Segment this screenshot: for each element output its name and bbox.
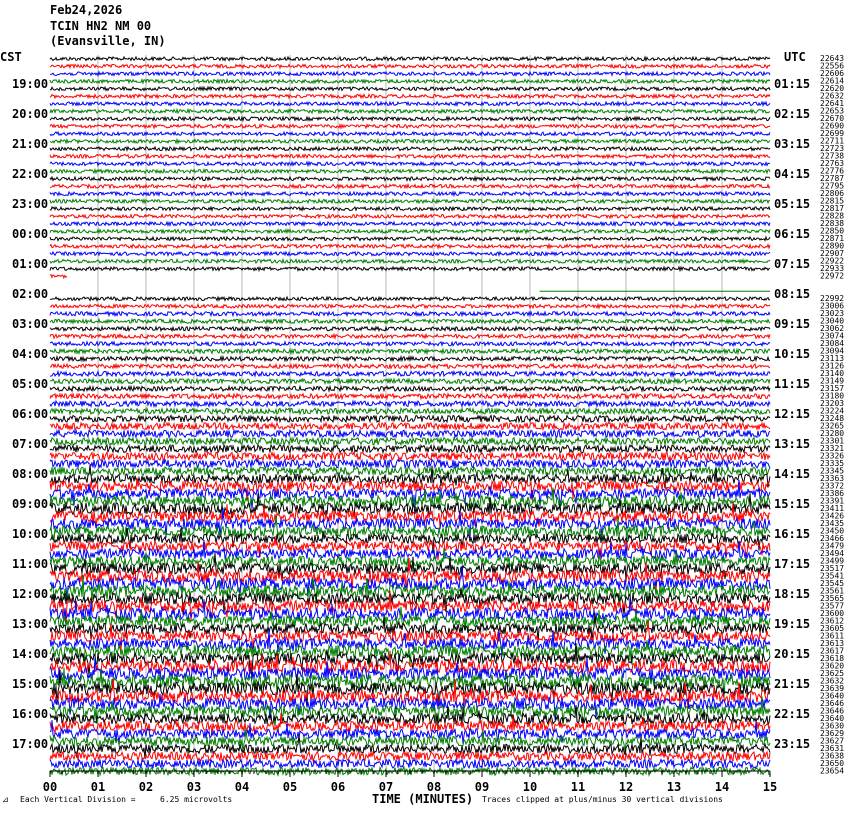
row-count: 22890 <box>820 241 845 251</box>
left-time-label: 16:00 <box>12 707 49 721</box>
trace-row <box>50 312 770 316</box>
right-time-label: 01:15 <box>774 77 811 91</box>
x-tick-label: 08 <box>426 780 442 794</box>
right-time-label: 17:15 <box>774 557 811 571</box>
row-count: 23646 <box>820 706 845 716</box>
left-time-label: 03:00 <box>12 317 49 331</box>
footer-scale-label: Each Vertical Division = <box>20 795 136 804</box>
row-count: 23224 <box>820 406 845 416</box>
trace-row <box>50 305 770 309</box>
row-count: 23126 <box>820 361 845 371</box>
trace-row <box>50 401 770 406</box>
row-count: 22711 <box>820 136 845 146</box>
row-count: 23494 <box>820 549 845 558</box>
row-count: 22763 <box>820 159 845 168</box>
left-time-label: 11:00 <box>12 557 49 571</box>
row-count: 23654 <box>820 766 845 776</box>
row-count: 22972 <box>820 271 845 281</box>
row-count: 22653 <box>820 106 845 116</box>
row-count: 23157 <box>820 384 845 393</box>
left-time-label: 17:00 <box>12 737 49 751</box>
trace-row <box>50 327 770 331</box>
header-location: (Evansville, IN) <box>50 34 166 48</box>
right-time-label: 06:15 <box>774 227 811 241</box>
trace-row <box>50 230 770 234</box>
row-count: 23625 <box>820 669 845 678</box>
row-count: 22690 <box>820 121 845 131</box>
x-tick-label: 00 <box>42 780 58 794</box>
trace-row <box>50 460 770 468</box>
row-count: 23640 <box>820 714 845 723</box>
row-count: 23612 <box>820 616 845 626</box>
left-time-label: 14:00 <box>12 647 49 661</box>
right-time-label: 03:15 <box>774 137 811 151</box>
row-count: 23023 <box>820 309 845 318</box>
trace-row <box>50 155 770 159</box>
trace-row <box>50 445 770 453</box>
row-count: 23335 <box>820 459 845 468</box>
left-time-label: 20:00 <box>12 107 49 121</box>
row-count: 22632 <box>820 91 845 101</box>
x-tick-label: 05 <box>282 780 298 794</box>
row-count: 23640 <box>820 691 845 701</box>
right-time-label: 09:15 <box>774 317 811 331</box>
row-count: 23517 <box>820 564 845 573</box>
row-count: 23426 <box>820 511 845 521</box>
row-count-labels <box>820 54 844 776</box>
trace-row <box>50 125 770 129</box>
x-axis <box>43 771 777 794</box>
row-count: 22738 <box>820 151 845 161</box>
right-time-label: 16:15 <box>774 527 811 541</box>
row-count: 23541 <box>820 571 845 581</box>
row-count: 23280 <box>820 429 845 438</box>
row-count: 23040 <box>820 316 845 326</box>
right-time-label: 21:15 <box>774 677 811 691</box>
row-count: 22838 <box>820 219 845 228</box>
right-time-label: 04:15 <box>774 167 811 181</box>
row-count: 23372 <box>820 481 845 491</box>
row-count: 23435 <box>820 519 845 528</box>
left-time-label: 21:00 <box>12 137 49 151</box>
row-count: 22817 <box>820 204 845 213</box>
left-time-label: 06:00 <box>12 407 49 421</box>
row-count: 23074 <box>820 331 845 341</box>
row-count: 22670 <box>820 114 845 123</box>
left-time-label: 08:00 <box>12 467 49 481</box>
trace-row <box>50 80 770 84</box>
x-tick-label: 07 <box>378 780 394 794</box>
right-time-labels <box>774 77 810 751</box>
row-count: 23466 <box>820 534 845 543</box>
row-count: 23113 <box>820 354 845 363</box>
row-count: 22806 <box>820 189 845 198</box>
right-zone-label: UTC <box>784 50 806 64</box>
trace-row <box>50 349 770 353</box>
row-count: 23620 <box>820 661 845 671</box>
left-time-label: 12:00 <box>12 587 49 601</box>
row-count: 23630 <box>820 721 845 731</box>
row-count: 23613 <box>820 639 845 648</box>
right-time-label: 19:15 <box>774 617 811 631</box>
trace-row <box>50 260 770 264</box>
row-count: 23632 <box>820 676 845 686</box>
row-count: 23265 <box>820 421 845 431</box>
row-count: 23611 <box>820 631 845 641</box>
row-count: 22992 <box>820 294 845 303</box>
row-count: 23149 <box>820 376 845 386</box>
right-time-label: 22:15 <box>774 707 811 721</box>
row-count: 22699 <box>820 129 845 138</box>
left-time-label: 15:00 <box>12 677 49 691</box>
row-count: 22614 <box>820 76 845 86</box>
footer-scale-value: 6.25 microvolts <box>160 795 233 804</box>
row-count: 23301 <box>820 436 845 446</box>
row-count: 23094 <box>820 346 845 356</box>
row-count: 22776 <box>820 166 845 176</box>
row-count: 23062 <box>820 324 845 333</box>
trace-row <box>50 245 770 249</box>
right-time-label: 23:15 <box>774 737 811 751</box>
trace-row <box>50 408 770 414</box>
row-count: 23600 <box>820 609 845 618</box>
trace-row <box>50 132 770 136</box>
left-time-label: 09:00 <box>12 497 49 511</box>
row-count: 23577 <box>820 601 845 611</box>
x-tick-label: 04 <box>234 780 250 794</box>
row-count: 23180 <box>820 391 845 401</box>
right-time-label: 11:15 <box>774 377 811 391</box>
row-count: 23545 <box>820 579 845 588</box>
row-count: 22787 <box>820 174 845 183</box>
left-time-labels <box>12 77 48 751</box>
trace-row <box>50 430 770 437</box>
x-tick-label: 15 <box>762 780 778 794</box>
right-time-label: 20:15 <box>774 647 811 661</box>
row-count: 23631 <box>820 744 845 753</box>
trace-row <box>50 621 770 651</box>
right-time-label: 12:15 <box>774 407 811 421</box>
trace-row <box>50 275 67 278</box>
row-count: 23391 <box>820 496 845 506</box>
row-count: 23499 <box>820 556 845 566</box>
row-count: 22641 <box>820 99 845 108</box>
trace-row <box>50 379 770 384</box>
trace-row <box>50 297 770 301</box>
trace-row <box>50 319 770 323</box>
trace-row <box>50 394 770 399</box>
left-time-label: 19:00 <box>12 77 49 91</box>
left-time-label: 07:00 <box>12 437 49 451</box>
right-time-label: 10:15 <box>774 347 811 361</box>
row-count: 23321 <box>820 444 845 453</box>
row-count: 22871 <box>820 234 845 243</box>
trace-row <box>50 267 770 271</box>
row-count: 23617 <box>820 646 845 656</box>
trace-row <box>50 416 770 423</box>
row-count: 23203 <box>820 399 845 408</box>
row-count: 23618 <box>820 654 845 663</box>
right-time-label: 15:15 <box>774 497 811 511</box>
row-count: 22907 <box>820 249 845 258</box>
right-time-label: 18:15 <box>774 587 811 601</box>
trace-row <box>50 207 770 211</box>
trace-row <box>50 162 770 166</box>
row-count: 23345 <box>820 466 845 476</box>
row-count: 22933 <box>820 264 845 273</box>
row-count: 23140 <box>820 369 845 378</box>
trace-row <box>50 423 770 430</box>
row-count: 23638 <box>820 751 845 761</box>
row-count: 23629 <box>820 729 845 738</box>
trace-row <box>50 117 770 121</box>
trace-row <box>50 140 770 144</box>
row-count: 22723 <box>820 144 845 153</box>
left-time-label: 22:00 <box>12 167 49 181</box>
row-count: 23639 <box>820 684 845 693</box>
trace-row <box>50 102 770 106</box>
trace-row <box>50 65 770 69</box>
x-tick-label: 02 <box>138 780 154 794</box>
row-count: 22556 <box>820 61 845 71</box>
trace-row <box>50 334 770 338</box>
header-date: Feb24,2026 <box>50 3 123 17</box>
trace-row <box>50 72 770 76</box>
row-count: 23565 <box>820 594 845 603</box>
left-zone-label: CST <box>0 50 22 64</box>
trace-row <box>50 215 770 219</box>
trace-row <box>50 222 770 226</box>
right-time-label: 14:15 <box>774 467 811 481</box>
trace-row <box>50 237 770 241</box>
trace-row <box>50 364 770 368</box>
row-count: 23363 <box>820 474 845 483</box>
trace-row <box>50 185 770 189</box>
row-count: 22922 <box>820 256 845 266</box>
left-time-label: 13:00 <box>12 617 49 631</box>
seismic-traces <box>50 57 770 775</box>
trace-row <box>50 438 770 445</box>
row-count: 22815 <box>820 196 845 206</box>
x-axis-title: TIME (MINUTES) <box>372 792 474 806</box>
left-time-label: 05:00 <box>12 377 49 391</box>
trace-row <box>50 759 770 768</box>
trace-row <box>50 371 770 376</box>
x-tick-label: 12 <box>618 780 634 794</box>
row-count: 23650 <box>820 759 845 768</box>
right-time-label: 02:15 <box>774 107 811 121</box>
trace-row <box>50 177 770 181</box>
x-tick-label: 10 <box>522 780 538 794</box>
row-count: 23326 <box>820 451 845 461</box>
row-count: 23386 <box>820 489 845 498</box>
trace-row <box>50 170 770 174</box>
right-time-label: 05:15 <box>774 197 811 211</box>
footer-clip-note: Traces clipped at plus/minus 30 vertical divisions <box>482 795 723 804</box>
left-time-label: 10:00 <box>12 527 49 541</box>
left-time-label: 00:00 <box>12 227 49 241</box>
x-tick-label: 13 <box>666 780 682 794</box>
trace-row <box>50 57 770 61</box>
left-time-label: 01:00 <box>12 257 49 271</box>
left-time-label: 23:00 <box>12 197 49 211</box>
row-count: 23605 <box>820 624 845 633</box>
left-time-label: 04:00 <box>12 347 49 361</box>
row-count: 23479 <box>820 541 845 551</box>
row-count: 22828 <box>820 211 845 221</box>
trace-row <box>50 147 770 151</box>
trace-row <box>50 386 770 391</box>
x-tick-label: 06 <box>330 780 346 794</box>
right-time-label: 13:15 <box>774 437 811 451</box>
row-count: 22620 <box>820 84 845 93</box>
row-count: 22606 <box>820 69 845 78</box>
row-count: 23646 <box>820 699 845 708</box>
x-tick-label: 03 <box>186 780 202 794</box>
right-time-label: 08:15 <box>774 287 811 301</box>
row-count: 23561 <box>820 586 845 596</box>
trace-row <box>50 87 770 91</box>
row-count: 23411 <box>820 504 845 513</box>
trace-row <box>50 694 770 720</box>
row-count: 23450 <box>820 526 845 536</box>
x-tick-label: 09 <box>474 780 490 794</box>
trace-row <box>50 252 770 256</box>
trace-row <box>50 95 770 99</box>
row-count: 23006 <box>820 301 845 311</box>
row-count: 23084 <box>820 339 845 348</box>
trace-row <box>50 752 770 761</box>
header-station: TCIN HN2 NM 00 <box>50 19 152 33</box>
row-count: 22643 <box>820 54 845 63</box>
trace-row <box>50 357 770 361</box>
x-tick-label: 14 <box>714 780 730 794</box>
trace-row <box>50 110 770 114</box>
footer-corner-mark: ⊿ <box>2 795 9 804</box>
row-count: 23248 <box>820 414 845 423</box>
row-count: 23627 <box>820 736 845 746</box>
trace-row <box>50 342 770 346</box>
x-tick-label: 01 <box>90 780 106 794</box>
trace-row <box>50 192 770 196</box>
row-count: 22795 <box>820 181 845 191</box>
right-time-label: 07:15 <box>774 257 811 271</box>
trace-row <box>50 200 770 204</box>
trace-row <box>50 452 770 460</box>
row-count: 22850 <box>820 226 845 236</box>
left-time-label: 02:00 <box>12 287 49 301</box>
x-tick-label: 11 <box>570 780 586 794</box>
